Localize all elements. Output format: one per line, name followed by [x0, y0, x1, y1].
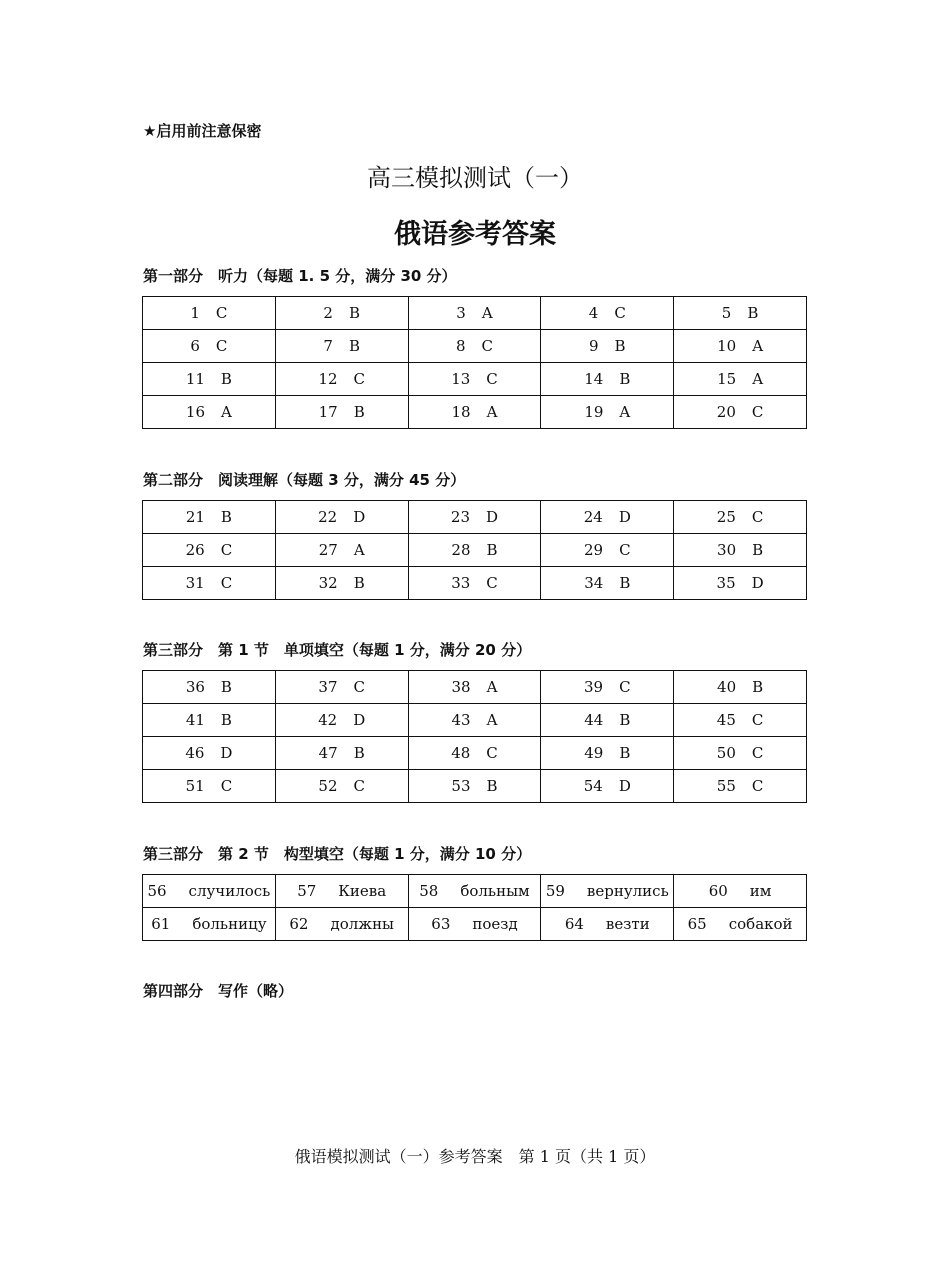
question-number: 12: [318, 370, 338, 388]
page-title: 高三模拟测试（一）: [367, 164, 583, 192]
answer-value: D: [751, 574, 764, 592]
question-number: 47: [318, 744, 338, 762]
answer-value: собакой: [728, 915, 793, 933]
answer-value: C: [751, 711, 764, 729]
answer-cell: [143, 704, 276, 737]
answer-cell: [275, 330, 408, 363]
answer-value: C: [614, 304, 626, 322]
answer-cell: [408, 501, 541, 534]
question-number: 55: [716, 777, 736, 795]
answer-cell: [674, 908, 807, 941]
question-number: 3: [456, 304, 466, 322]
answer-table-reading: [142, 500, 807, 600]
answer-cell: [275, 908, 408, 941]
question-number: 62: [289, 915, 309, 933]
answer-value: A: [619, 403, 631, 421]
question-number: 51: [185, 777, 205, 795]
answer-value: B: [220, 370, 232, 388]
answer-cell: [143, 908, 276, 941]
question-number: 35: [716, 574, 736, 592]
answer-value: больницу: [192, 915, 267, 933]
answer-value: A: [486, 711, 498, 729]
question-number: 33: [451, 574, 471, 592]
question-number: 11: [185, 370, 205, 388]
question-number: 48: [451, 744, 471, 762]
question-number: 32: [318, 574, 338, 592]
answer-cell: [541, 297, 674, 330]
answer-value: B: [619, 574, 631, 592]
answer-cell: [143, 297, 276, 330]
answer-cell: [408, 297, 541, 330]
question-number: 28: [451, 541, 471, 559]
answer-value: B: [220, 711, 232, 729]
answer-value: B: [220, 508, 232, 526]
answer-cell: [541, 330, 674, 363]
answer-value: им: [749, 882, 772, 900]
page-footer: 俄语模拟测试（一）参考答案 第 1 页（共 1 页）: [294, 1147, 656, 1166]
section-heading-writing: 第四部分 写作（略）: [143, 982, 294, 1000]
question-number: 13: [451, 370, 471, 388]
answer-value: C: [353, 678, 365, 696]
table-row: [143, 501, 807, 534]
question-number: 5: [721, 304, 732, 322]
question-number: 50: [716, 744, 736, 762]
answer-value: C: [353, 777, 365, 795]
question-number: 34: [584, 574, 604, 592]
answer-table-single-choice: [142, 670, 807, 803]
answer-cell: [674, 770, 807, 803]
question-number: 17: [318, 403, 338, 421]
answer-value: C: [619, 541, 631, 559]
answer-value: C: [220, 777, 233, 795]
question-number: 30: [717, 541, 737, 559]
answer-cell: [275, 501, 408, 534]
question-number: 21: [185, 508, 205, 526]
table-row: [143, 875, 807, 908]
answer-value: D: [486, 508, 499, 526]
answer-value: D: [618, 777, 631, 795]
answer-value: B: [353, 744, 365, 762]
question-number: 1: [190, 304, 200, 322]
table-row: [143, 363, 807, 396]
answer-value: D: [353, 711, 366, 729]
question-number: 57: [297, 882, 317, 900]
answer-cell: [275, 363, 408, 396]
question-number: 60: [708, 882, 728, 900]
answer-cell: [408, 875, 541, 908]
question-number: 45: [716, 711, 736, 729]
confidential-note: ★启用前注意保密: [143, 122, 262, 140]
question-number: 44: [584, 711, 604, 729]
question-number: 59: [545, 882, 565, 900]
answer-cell: [275, 534, 408, 567]
answer-cell: [541, 501, 674, 534]
answer-cell: [143, 770, 276, 803]
answer-value: C: [486, 744, 498, 762]
answer-cell: [541, 704, 674, 737]
section-heading-reading: 第二部分 阅读理解（每题 3 分，满分 45 分）: [143, 471, 466, 489]
answer-value: C: [486, 574, 498, 592]
answer-value: C: [751, 777, 764, 795]
question-number: 46: [185, 744, 205, 762]
answer-value: должны: [330, 915, 394, 933]
answer-cell: [408, 908, 541, 941]
answer-cell: [674, 671, 807, 704]
answer-value: B: [752, 541, 764, 559]
question-number: 18: [451, 403, 471, 421]
question-number: 7: [323, 337, 333, 355]
question-number: 63: [431, 915, 451, 933]
answer-value: C: [353, 370, 365, 388]
table-row: [143, 704, 807, 737]
table-row: [143, 297, 807, 330]
answer-cell: [143, 363, 276, 396]
answer-value: везти: [605, 915, 650, 933]
answer-cell: [143, 330, 276, 363]
answer-cell: [408, 363, 541, 396]
answer-table-listening: [142, 296, 807, 429]
answer-value: C: [481, 337, 493, 355]
question-number: 42: [318, 711, 338, 729]
answer-cell: [143, 396, 276, 429]
answer-value: A: [752, 370, 764, 388]
question-number: 54: [583, 777, 603, 795]
question-number: 49: [584, 744, 604, 762]
answer-cell: [275, 875, 408, 908]
answer-cell: [408, 737, 541, 770]
table-row: [143, 330, 807, 363]
table-row: [143, 534, 807, 567]
table-row: [143, 908, 807, 941]
question-number: 4: [588, 304, 599, 322]
answer-cell: [275, 737, 408, 770]
answer-cell: [408, 671, 541, 704]
answer-cell: [674, 567, 807, 600]
question-number: 36: [185, 678, 205, 696]
answer-cell: [674, 297, 807, 330]
answer-value: A: [353, 541, 365, 559]
answer-value: C: [619, 678, 631, 696]
question-number: 20: [716, 403, 736, 421]
question-number: 52: [318, 777, 338, 795]
answer-value: A: [221, 403, 232, 421]
answer-cell: [275, 396, 408, 429]
answer-value: поезд: [472, 915, 518, 933]
answer-cell: [275, 567, 408, 600]
answer-cell: [408, 770, 541, 803]
answer-value: B: [619, 744, 631, 762]
answer-cell: [143, 534, 276, 567]
section-heading-listening: 第一部分 听力（每题 1. 5 分，满分 30 分）: [143, 267, 457, 285]
answer-value: A: [481, 304, 493, 322]
answer-value: вернулись: [586, 882, 669, 900]
answer-value: B: [747, 304, 759, 322]
answer-value: B: [348, 337, 360, 355]
answer-table-word-formation: [142, 874, 807, 941]
answer-cell: [674, 363, 807, 396]
answer-cell: [275, 671, 408, 704]
answer-value: C: [486, 370, 498, 388]
answer-value: B: [353, 574, 365, 592]
answer-cell: [408, 704, 541, 737]
question-number: 43: [451, 711, 471, 729]
answer-cell: [541, 737, 674, 770]
question-number: 40: [717, 678, 737, 696]
question-number: 15: [717, 370, 737, 388]
answer-cell: [674, 396, 807, 429]
answer-value: больным: [460, 882, 530, 900]
question-number: 58: [419, 882, 439, 900]
answer-cell: [143, 737, 276, 770]
question-number: 27: [318, 541, 338, 559]
answer-cell: [143, 671, 276, 704]
answer-cell: [541, 363, 674, 396]
answer-cell: [541, 567, 674, 600]
answer-value: B: [353, 403, 365, 421]
answer-value: D: [353, 508, 366, 526]
page-subtitle: 俄语参考答案: [394, 219, 556, 250]
answer-cell: [541, 908, 674, 941]
answer-cell: [143, 875, 276, 908]
question-number: 23: [450, 508, 471, 526]
answer-value: случилось: [188, 882, 271, 900]
question-number: 53: [451, 777, 471, 795]
question-number: 16: [185, 403, 206, 421]
answer-value: C: [751, 403, 764, 421]
answer-value: B: [220, 678, 232, 696]
answer-value: B: [486, 541, 498, 559]
answer-cell: [275, 297, 408, 330]
answer-value: C: [215, 337, 228, 355]
question-number: 25: [716, 508, 736, 526]
answer-cell: [275, 770, 408, 803]
answer-value: D: [220, 744, 233, 762]
answer-cell: [408, 330, 541, 363]
answer-value: C: [220, 574, 233, 592]
answer-cell: [143, 567, 276, 600]
answer-cell: [674, 534, 807, 567]
answer-cell: [275, 704, 408, 737]
question-number: 8: [455, 337, 466, 355]
question-number: 2: [323, 304, 333, 322]
answer-cell: [541, 396, 674, 429]
table-row: [143, 567, 807, 600]
question-number: 39: [584, 678, 604, 696]
answer-cell: [541, 671, 674, 704]
answer-cell: [143, 501, 276, 534]
answer-cell: [541, 770, 674, 803]
question-number: 24: [583, 508, 603, 526]
answer-value: B: [614, 337, 626, 355]
answer-value: B: [619, 711, 631, 729]
question-number: 56: [147, 882, 167, 900]
table-row: [143, 396, 807, 429]
question-number: 65: [687, 915, 707, 933]
answer-value: A: [486, 678, 498, 696]
section-heading-word-formation: 第三部分 第 2 节 构型填空（每题 1 分，满分 10 分）: [143, 845, 532, 863]
question-number: 31: [185, 574, 205, 592]
answer-value: C: [220, 541, 233, 559]
table-row: [143, 671, 807, 704]
question-number: 10: [717, 337, 737, 355]
answer-value: Киева: [338, 882, 387, 900]
answer-value: C: [751, 508, 764, 526]
answer-cell: [541, 534, 674, 567]
question-number: 61: [151, 915, 171, 933]
table-row: [143, 770, 807, 803]
question-number: 19: [584, 403, 604, 421]
question-number: 64: [564, 915, 584, 933]
answer-value: A: [752, 337, 764, 355]
answer-cell: [674, 330, 807, 363]
question-number: 37: [318, 678, 338, 696]
question-number: 26: [185, 541, 205, 559]
answer-value: B: [348, 304, 360, 322]
answer-value: B: [752, 678, 764, 696]
answer-cell: [674, 737, 807, 770]
answer-cell: [674, 704, 807, 737]
question-number: 38: [451, 678, 471, 696]
question-number: 29: [584, 541, 604, 559]
answer-cell: [541, 875, 674, 908]
table-row: [143, 737, 807, 770]
answer-cell: [674, 875, 807, 908]
question-number: 6: [190, 337, 200, 355]
answer-value: C: [751, 744, 764, 762]
answer-cell: [408, 396, 541, 429]
question-number: 22: [318, 508, 338, 526]
question-number: 14: [584, 370, 604, 388]
answer-value: B: [619, 370, 631, 388]
question-number: 9: [589, 337, 599, 355]
question-number: 41: [185, 711, 205, 729]
answer-value: C: [215, 304, 228, 322]
section-heading-single-choice: 第三部分 第 1 节 单项填空（每题 1 分，满分 20 分）: [143, 641, 532, 659]
answer-value: B: [486, 777, 498, 795]
answer-value: D: [618, 508, 631, 526]
answer-cell: [674, 501, 807, 534]
answer-cell: [408, 534, 541, 567]
answer-cell: [408, 567, 541, 600]
answer-value: A: [486, 403, 498, 421]
